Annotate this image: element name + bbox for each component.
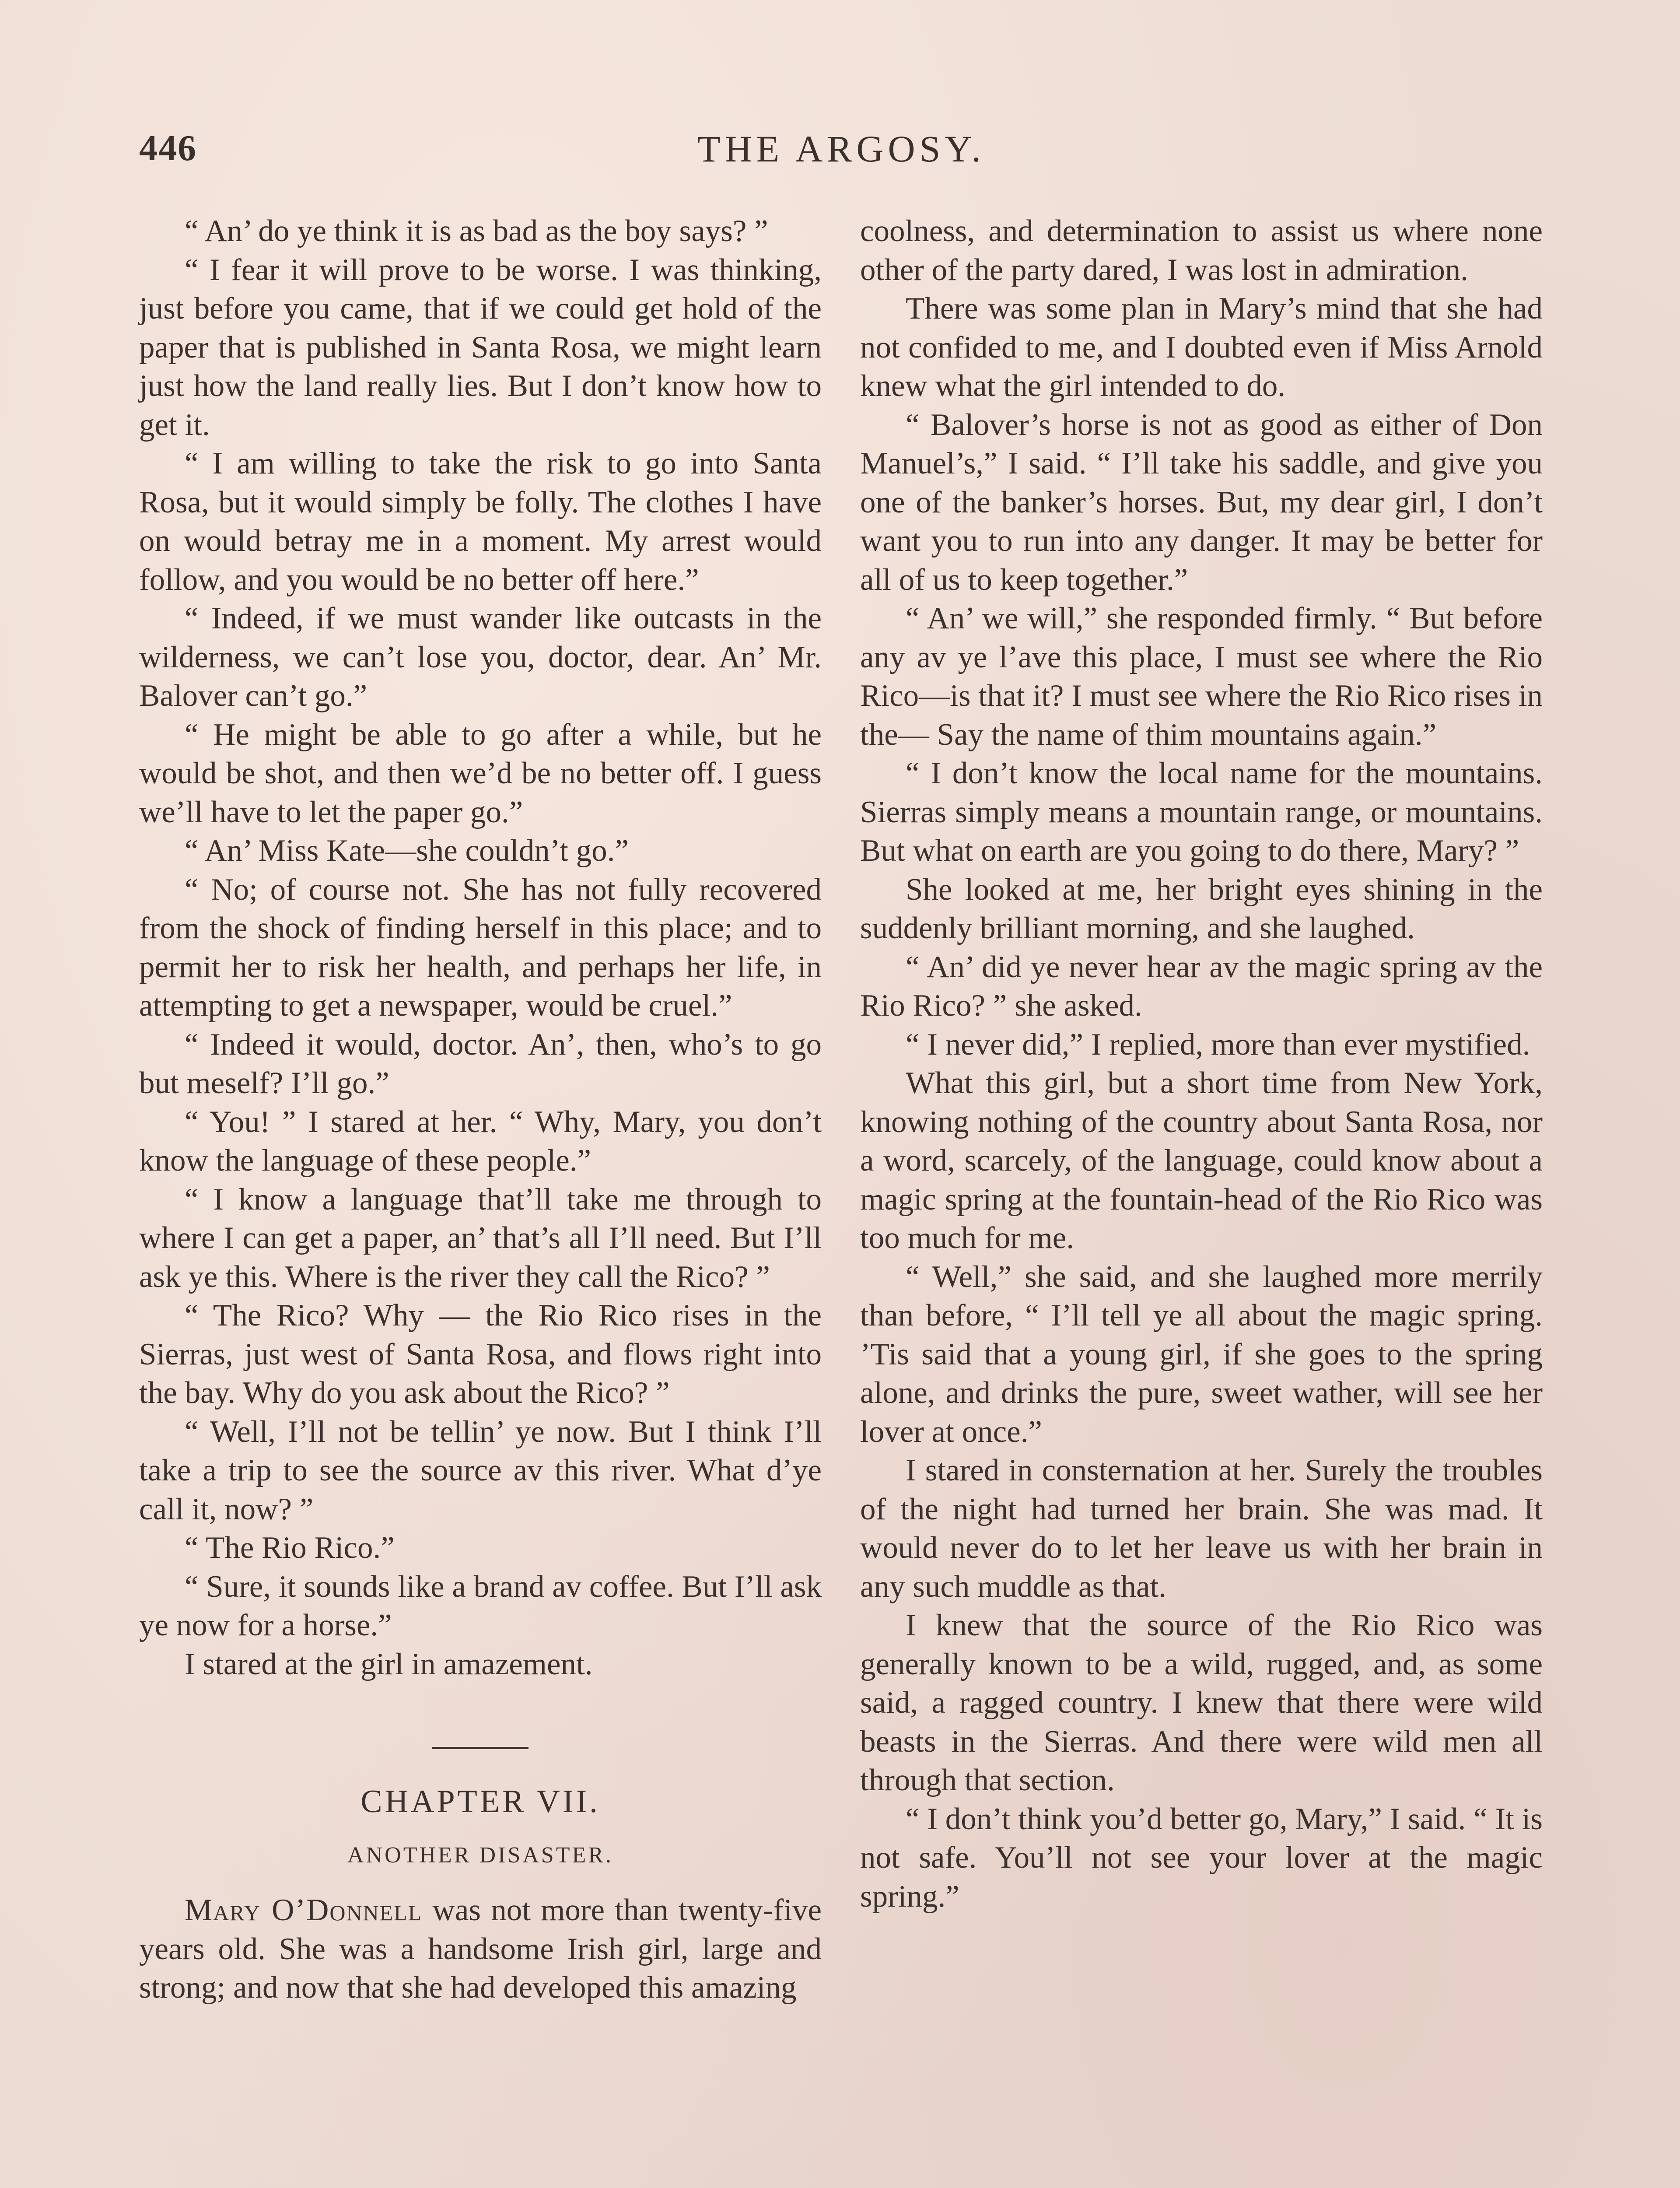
continued-paragraph: coolness, and determination to assist us where none other of the party dared, I was lost in admiration. — [860, 214, 1543, 287]
paragraph: “ I don’t think you’d better go, Mary,” I said. “ It is not safe. You’ll not see your lover at the magic spring.” — [860, 1802, 1543, 1914]
paragraph: “ The Rico? Why — the Rio Rico rises in the Sierras, just west of Santa Rosa, and flows right into the bay. Why do you ask about the Rico? ” — [139, 1298, 822, 1410]
paragraph: “ I never did,” I replied, more than ever mystified. — [906, 1027, 1530, 1062]
paragraph: I knew that the source of the Rio Rico was generally known to be a wild, rugged, and, as some said, a ragged country. I knew that there were wild beasts in the Sierras. And there were wild men all through that section. — [860, 1608, 1543, 1797]
paragraph: There was some plan in Mary’s mind that she had not confided to me, and I doubted even if Miss Arnold knew what the girl intended to do. — [860, 291, 1543, 403]
paragraph: “ He might be able to go after a while, but he would be shot, and then we’d be no better off. I guess we’ll have to let the paper go.” — [139, 717, 822, 829]
page-header — [139, 127, 1544, 179]
paragraph: “ I fear it will prove to be worse. I was thinking, just before you came, that if we could get hold of the paper that is published in Santa Rosa, we might learn just how the land really lies. But I don’t know how to get it. — [139, 252, 822, 442]
paragraph: I stared at the girl in amazement. — [185, 1647, 593, 1681]
running-head: THE ARGOSY. — [697, 128, 985, 170]
paragraph: “ Indeed it would, doctor. An’, then, who’s to go but meself? I’ll go.” — [139, 1027, 822, 1100]
chapter-subtitle: ANOTHER DISASTER. — [347, 1843, 613, 1868]
paragraph: “ I know a language that’ll take me through to where I can get a paper, an’ that’s all I’ll need. But I’ll ask ye this. Where is the river they call the Rico? ” — [139, 1182, 822, 1294]
paragraph: “ Sure, it sounds like a brand av coffee. But I’ll ask ye now for a horse.” — [139, 1569, 822, 1642]
paragraph: “ Well, I’ll not be tellin’ ye now. But I think I’ll take a trip to see the source av this river. What d’ye call it, now? ” — [139, 1414, 822, 1526]
paragraph: What this girl, but a short time from New York, knowing nothing of the country about Santa Rosa, nor a word, scarcely, of the language, could know about a magic spring at the fountain-head of the Rio Rico was too much for me. — [860, 1066, 1543, 1255]
opening-small-caps: Mary O’Donnell — [185, 1893, 423, 1927]
paragraph: “ An’ did ye never hear av the magic spring av the Rio Rico? ” she asked. — [860, 950, 1543, 1023]
paragraph: “ Balover’s horse is not as good as either of Don Manuel’s,” I said. “ I’ll take his saddle, and give you one of the banker’s horses. But, my dear girl, I don’t want you to run into any danger. It may be better for all of us to keep together.” — [860, 407, 1543, 597]
chapter-opening-paragraph — [139, 1891, 822, 2007]
paragraph: “ Well,” she said, and she laughed more merrily than before, “ I’ll tell ye all about the magic spring. ’Tis said that a young girl, if she goes to the spring alone, and drinks the pure, sweet wather, will see her lover at once.” — [860, 1259, 1543, 1449]
paragraph: “ I don’t know the local name for the mountains. Sierras simply means a mountain range, or mountains. But what on earth are you going to do there, Mary? ” — [860, 756, 1543, 868]
paragraph: She looked at me, her bright eyes shining in the suddenly brilliant morning, and she laughed. — [860, 872, 1543, 945]
paragraph: “ I am willing to take the risk to go into Santa Rosa, but it would simply be folly. The clothes I have on would betray me in a moment. My arrest would follow, and you would be no better off here.” — [139, 446, 822, 597]
left-column — [139, 212, 822, 2007]
paragraph: “ An’ we will,” she responded firmly. “ But before any av ye l’ave this place, I must see where the Rio Rico—is that it? I must see where the Rio Rico rises in the— Say the name of thim mountains again.” — [860, 601, 1543, 752]
paragraph: “ An’ do ye think it is as bad as the boy says? ” — [185, 214, 768, 248]
opening-text: was not more than twenty-five years old. She was a handsome Irish girl, large and strong; and now that she had developed this amazing — [139, 1893, 822, 2005]
paragraph: “ The Rio Rico.” — [185, 1531, 395, 1565]
chapter-title: CHAPTER VII. — [360, 1784, 600, 1820]
paragraph: “ Indeed, if we must wander like outcasts in the wilderness, we can’t lose you, doctor, dear. An’ Mr. Balover can’t go.” — [139, 601, 822, 713]
paragraph: “ An’ Miss Kate—she couldn’t go.” — [185, 834, 629, 868]
right-column — [860, 212, 1543, 1916]
section-divider — [432, 1747, 528, 1749]
paragraph: I stared in consternation at her. Surely the troubles of the night had turned her brain. She was mad. It would never do to let her leave us with her brain in any such muddle as that. — [860, 1453, 1543, 1604]
page-number: 446 — [139, 128, 197, 168]
paragraph: “ No; of course not. She has not fully recovered from the shock of finding herself in this place; and to permit her to risk her health, and perhaps her life, in attempting to get a newspaper, would be cruel.” — [139, 872, 822, 1023]
paragraph: “ You! ” I stared at her. “ Why, Mary, you don’t know the language of these people.” — [139, 1105, 822, 1178]
